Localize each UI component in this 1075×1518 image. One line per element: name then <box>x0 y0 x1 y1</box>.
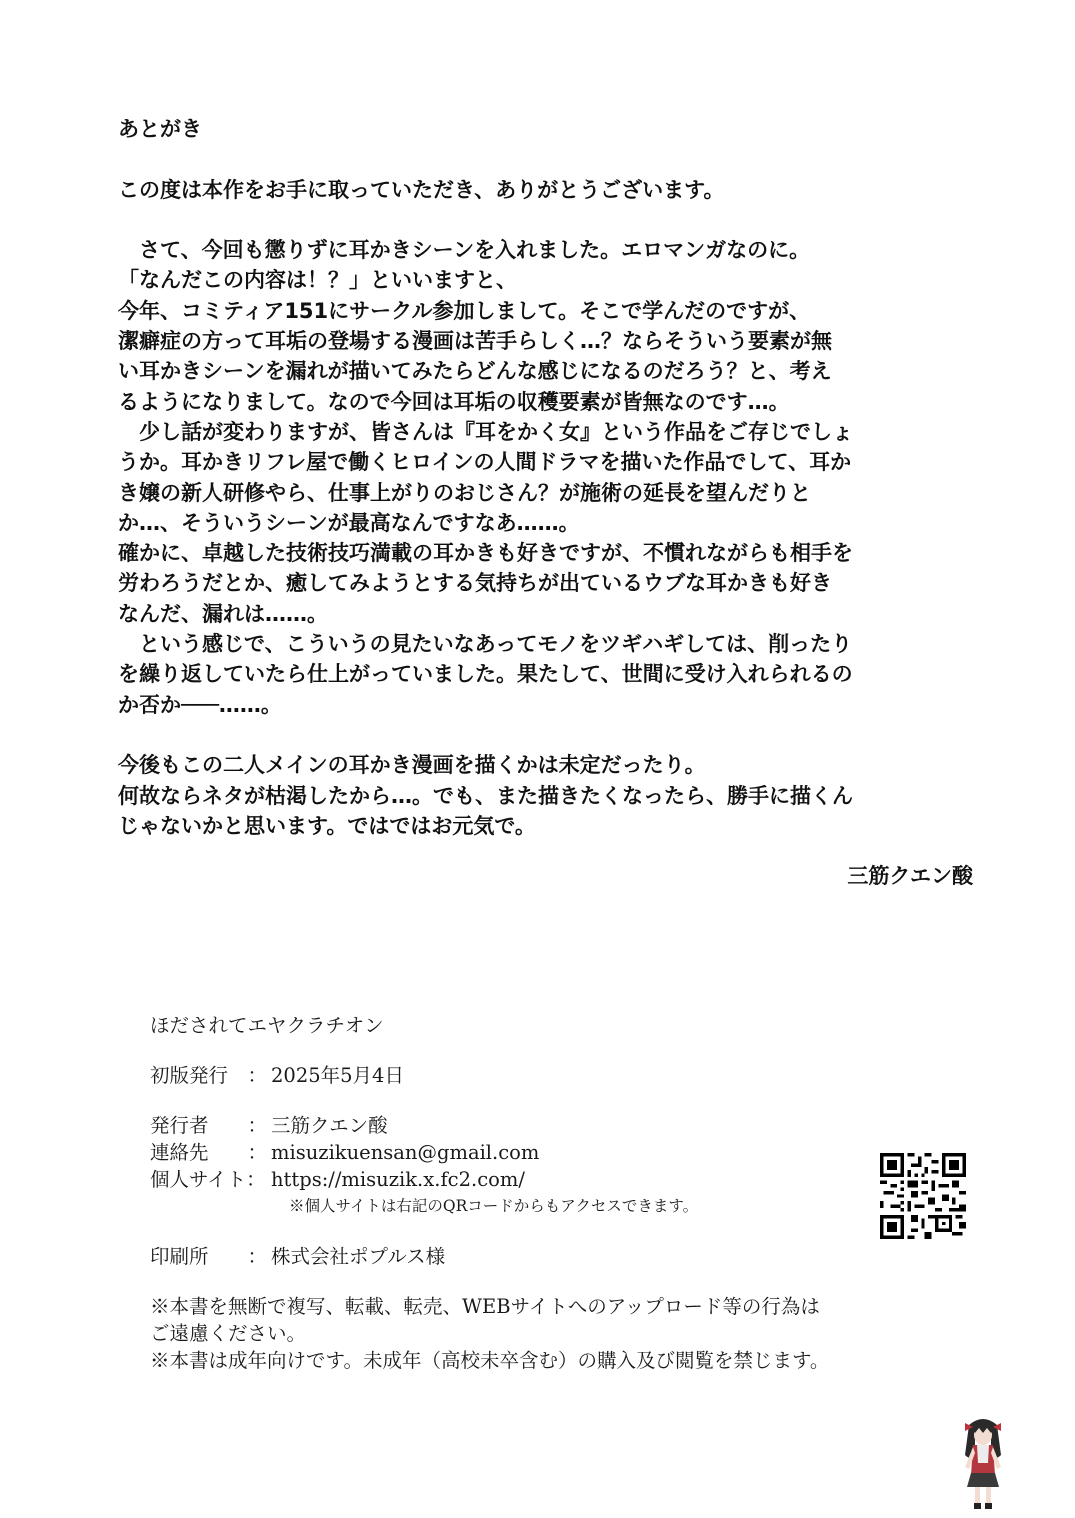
afterword-thanks: この度は本作をお手に取っていただき、ありがとうございます。 <box>118 177 725 202</box>
afterword-line: 今年、コミティア151にサークル参加しまして。そこで学んだのですが、 <box>118 298 811 323</box>
afterword-section <box>118 114 978 841</box>
first-edition-value: 2025年5月4日 <box>271 1064 404 1087</box>
copyright-warning <box>150 1293 950 1374</box>
afterword-closing-line: じゃないかと思います。ではではお元気で。 <box>118 813 536 838</box>
afterword-line: 少し話が変わりますが、皆さんは『耳をかく女』という作品をご存じでしょ <box>118 419 853 444</box>
printer-value: 株式会社ポプルス様 <box>271 1245 446 1268</box>
afterword-line: 潔癖症の方って耳垢の登場する漫画は苦手らしく…？ならそういう要素が無 <box>118 329 832 354</box>
printer-label: 印刷所 ： <box>150 1245 268 1268</box>
publisher-label: 発行者 ： <box>150 1114 268 1137</box>
afterword-line: るようになりまして。なので今回は耳垢の収穫要素が皆無なのです…。 <box>118 389 790 414</box>
site-row <box>150 1166 950 1193</box>
afterword-line: 確かに、卓越した技術技巧満載の耳かきも好きですが、不慣れながらも相手を <box>118 541 853 566</box>
contact-email[interactable]: misuzikuensan@gmail.com <box>271 1141 540 1164</box>
book-title: ほだされてエヤクラチオン <box>150 1014 384 1037</box>
publisher-row <box>150 1112 950 1139</box>
site-label: 個人サイト： <box>150 1168 266 1191</box>
afterword-title: あとがき <box>118 117 202 141</box>
colophon-section <box>150 1012 950 1374</box>
afterword-line: うか。耳かきリフレ屋で働くヒロインの人間ドラマを描いた作品でして、耳か <box>118 450 852 475</box>
afterword-line: き嬢の新人研修やら、仕事上がりのおじさん？が施術の延長を望んだりと <box>118 480 811 505</box>
afterword-line: さて、今回も懲りずに耳かきシーンを入れました。エロマンガなのに。 <box>118 238 811 263</box>
first-edition-row <box>150 1062 950 1089</box>
site-url[interactable]: https://misuzik.x.fc2.com/ <box>271 1168 525 1191</box>
printer-row <box>150 1243 950 1270</box>
warning-line: ※本書は成年向けです。未成年（高校未卒含む）の購入及び閲覧を禁じます。 <box>150 1349 830 1372</box>
warning-line: ご遠慮ください。 <box>150 1322 307 1345</box>
spacer <box>118 144 978 174</box>
afterword-line: なんだ、漏れは……。 <box>118 601 328 626</box>
author-signature: 三筋クエン酸 <box>847 864 973 888</box>
afterword-line: か否か───……。 <box>118 692 282 717</box>
spacer <box>150 1220 950 1243</box>
spacer <box>150 1039 950 1062</box>
spacer <box>150 1270 950 1293</box>
spacer <box>150 1089 950 1112</box>
qr-code-image[interactable] <box>880 1153 966 1239</box>
first-edition-label: 初版発行 ： <box>150 1064 268 1087</box>
contact-label: 連絡先 ： <box>150 1141 268 1164</box>
contact-row <box>150 1139 950 1166</box>
warning-line: ※本書を無断で複写、転載、転売、WEBサイトへのアップロード等の行為は <box>150 1295 820 1318</box>
afterword-line: 「なんだこの内容は！？」といいますと、 <box>118 268 517 293</box>
afterword-closing-line: 何故ならネタが枯渇したから…。でも、また描きたくなったら、勝手に描くん <box>118 783 853 808</box>
afterword-line: 労わろうだとか、癒してみようとする気持ちが出ているウブな耳かきも好き <box>118 571 832 596</box>
afterword-line: という感じで、こういうの見たいなあってモノをツギハギしては、削ったり <box>118 632 853 657</box>
afterword-closing-line: 今後もこの二人メインの耳かき漫画を描くかは未定だったり。 <box>118 753 706 778</box>
site-note: ※個人サイトは右記のQRコードからもアクセスできます。 <box>289 1197 699 1215</box>
afterword-line: い耳かきシーンを漏れが描いてみたらどんな感じになるのだろう？と、考え <box>118 359 832 384</box>
spacer <box>118 205 978 235</box>
spacer <box>118 720 978 750</box>
character-illustration <box>955 1415 1011 1511</box>
afterword-line: か…、そういうシーンが最高なんですなあ……。 <box>118 510 580 535</box>
publisher-value: 三筋クエン酸 <box>271 1114 388 1137</box>
afterword-line: を繰り返していたら仕上がっていました。果たして、世間に受け入れられるの <box>118 662 853 687</box>
